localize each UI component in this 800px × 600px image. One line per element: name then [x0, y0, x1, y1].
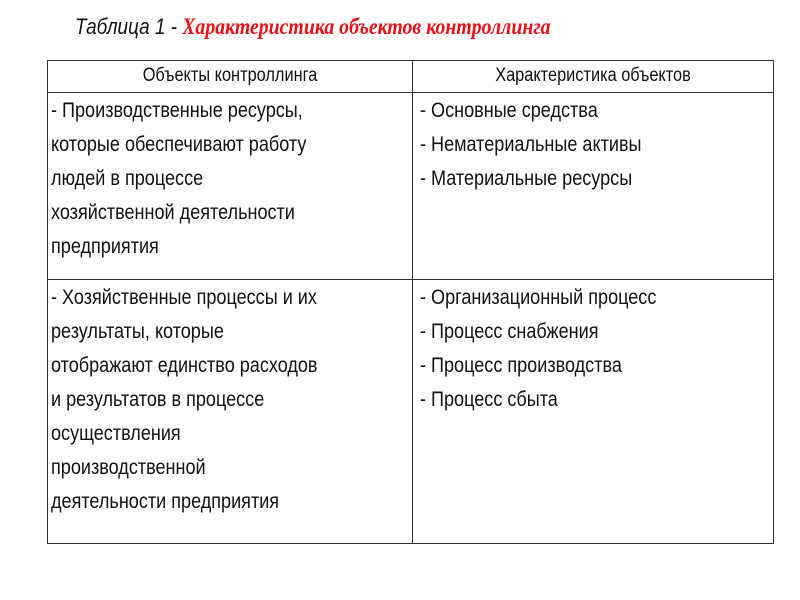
- list-item: - Процесс производства: [420, 354, 622, 377]
- caption-title: Характеристика объектов контроллинга: [182, 14, 551, 39]
- header-objects: [48, 61, 413, 93]
- cell-line: деятельности предприятия: [51, 490, 280, 513]
- cell-line: результаты, которые: [51, 320, 224, 343]
- cell-line: предприятия: [51, 235, 159, 258]
- cell-line: которые обеспечивают работу: [51, 133, 307, 156]
- list-item: - Процесс сбыта: [420, 388, 558, 411]
- characteristics-cell: [413, 280, 774, 544]
- table-row: [48, 280, 774, 544]
- object-cell: [48, 93, 413, 280]
- header-label: Объекты контроллинга: [142, 65, 318, 86]
- table-caption: [75, 14, 551, 40]
- cell-line: отображают единство расходов: [51, 354, 318, 377]
- object-cell: [48, 280, 413, 544]
- header-label: Характеристика объектов: [495, 65, 691, 86]
- cell-line: людей в процессе: [51, 167, 204, 190]
- list-item: - Организационный процесс: [420, 286, 657, 309]
- list-item: - Нематериальные активы: [420, 133, 642, 156]
- cell-line: осуществления: [51, 422, 181, 445]
- list-item: - Процесс снабжения: [420, 320, 599, 343]
- characteristics-cell: [413, 93, 774, 280]
- cell-line: и результатов в процессе: [51, 388, 265, 411]
- cell-line: хозяйственной деятельности: [51, 201, 295, 224]
- header-characteristics: [413, 61, 774, 93]
- list-item: - Основные средства: [420, 99, 598, 122]
- controlling-objects-table: [47, 60, 774, 544]
- caption-prefix: Таблица 1 -: [75, 14, 183, 39]
- table-row: [48, 93, 774, 280]
- cell-line: производственной: [51, 456, 206, 479]
- cell-line: - Хозяйственные процессы и их: [51, 286, 317, 309]
- cell-line: - Производственные ресурсы,: [51, 99, 303, 122]
- list-item: - Материальные ресурсы: [420, 167, 633, 190]
- table-header-row: [48, 61, 774, 93]
